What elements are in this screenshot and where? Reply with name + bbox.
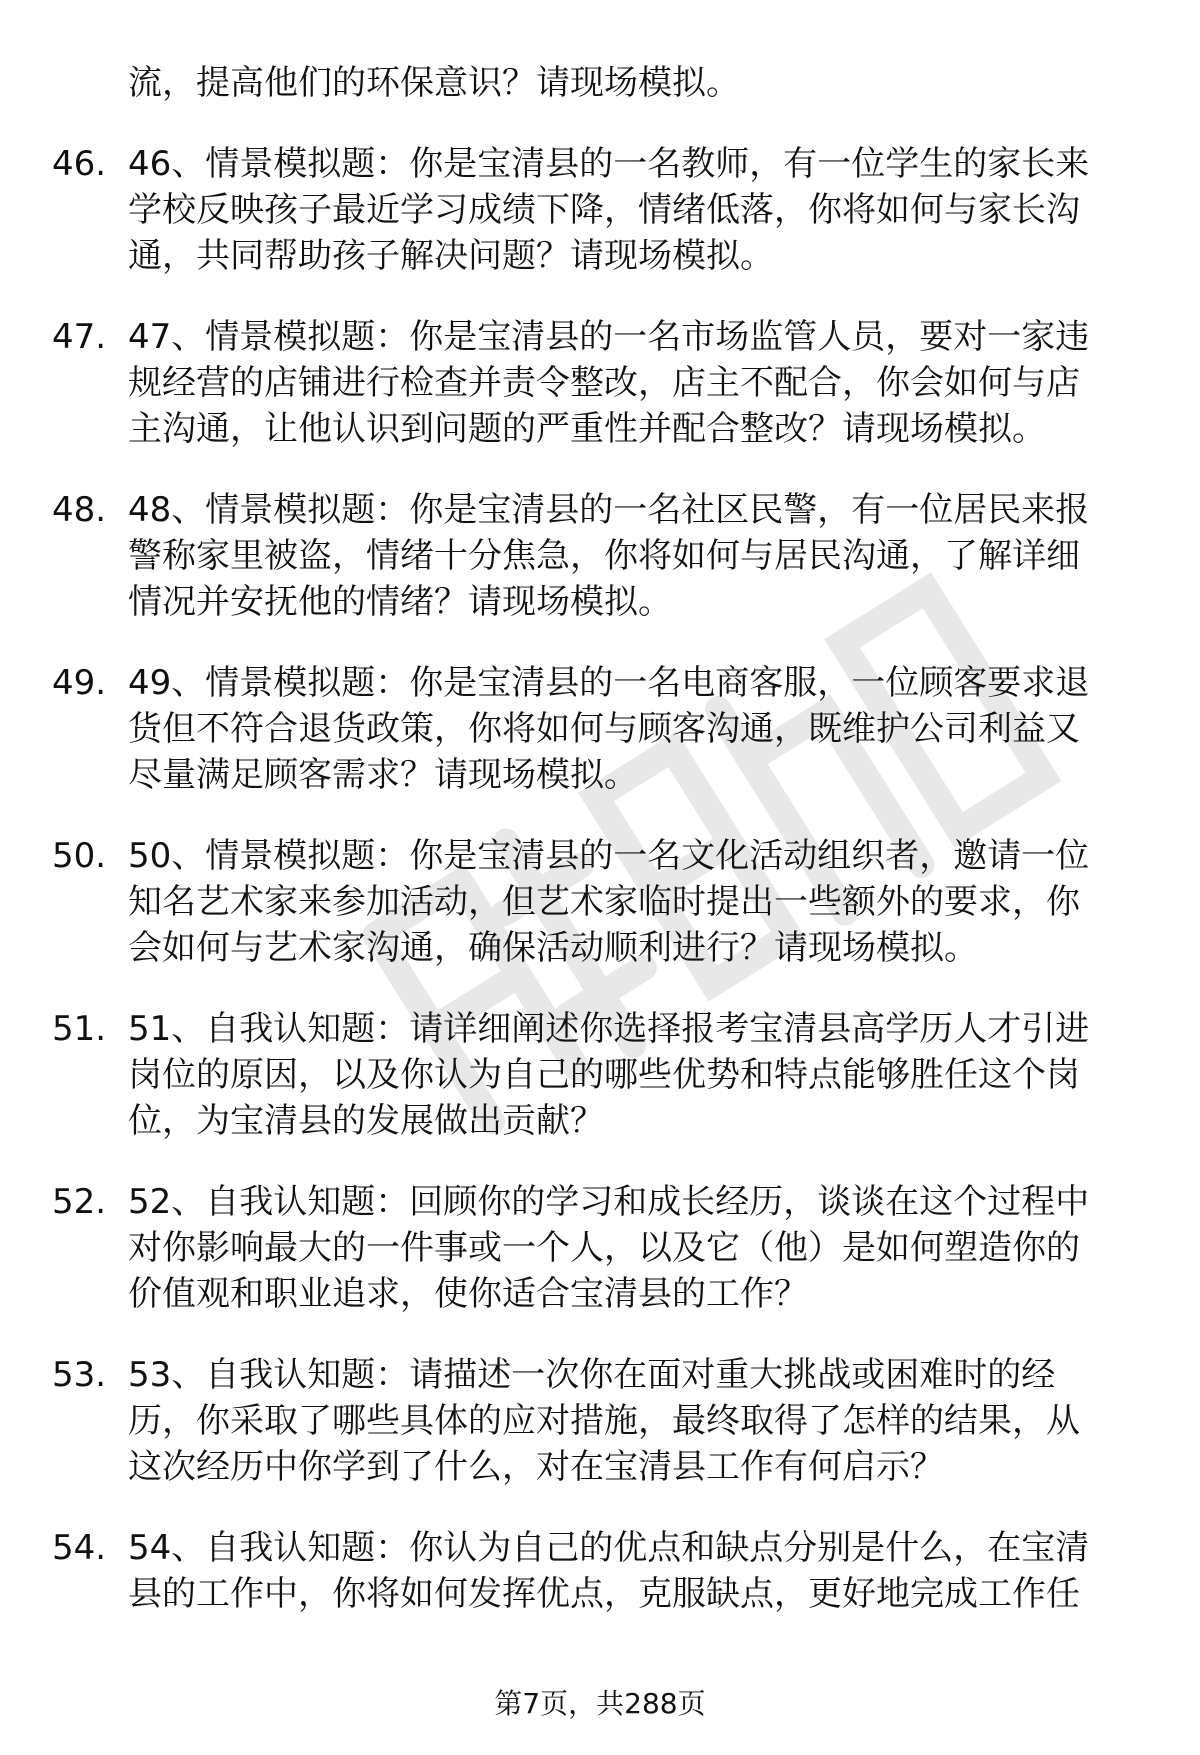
question-text-line: 县的工作中，你将如何发挥优点，克服缺点，更好地完成工作任 — [128, 1574, 1080, 1614]
question-text-line: 47、情景模拟题：你是宝清县的一名市场监管人员，要对一家违 — [128, 317, 1090, 357]
question-number: 46. — [52, 144, 107, 184]
question-item — [52, 833, 1152, 971]
question-number: 54. — [52, 1528, 107, 1568]
question-text-line: 50、情景模拟题：你是宝清县的一名文化活动组织者，邀请一位 — [128, 836, 1090, 876]
question-text-line: 52、自我认知题：回顾你的学习和成长经历，谈谈在这个过程中 — [128, 1182, 1090, 1222]
question-number: 49. — [52, 663, 107, 703]
question-list — [52, 141, 1152, 1617]
question-text-line: 对你影响最大的一件事或一个人，以及它（他）是如何塑造你的 — [128, 1228, 1080, 1268]
question-content — [52, 60, 1152, 1617]
question-text-line: 学校反映孩子最近学习成绩下降，情绪低落，你将如何与家长沟 — [128, 190, 1080, 230]
question-number: 50. — [52, 836, 107, 876]
question-text-line: 价值观和职业追求，使你适合宝清县的工作？ — [128, 1274, 808, 1314]
question-text-line: 通，共同帮助孩子解决问题？请现场模拟。 — [128, 236, 774, 276]
question-item — [52, 487, 1152, 625]
question-number: 48. — [52, 490, 107, 530]
question-text-line: 尽量满足顾客需求？请现场模拟。 — [128, 755, 638, 795]
question-text-line: 主沟通，让他认识到问题的严重性并配合整改？请现场模拟。 — [128, 409, 1046, 449]
page-footer: 第7页，共288页 — [494, 1687, 706, 1720]
question-item — [52, 314, 1152, 452]
question-number: 53. — [52, 1355, 107, 1395]
question-text-line: 知名艺术家来参加活动，但艺术家临时提出一些额外的要求，你 — [128, 882, 1080, 922]
question-text-line: 货但不符合退货政策，你将如何与顾客沟通，既维护公司利益又 — [128, 709, 1080, 749]
question-text-line: 51、自我认知题：请详细阐述你选择报考宝清县高学历人才引进 — [128, 1009, 1090, 1049]
continuation-text: 流，提高他们的环保意识？请现场模拟。 — [128, 63, 740, 103]
question-text-line: 48、情景模拟题：你是宝清县的一名社区民警，有一位居民来报 — [128, 490, 1090, 530]
question-item — [52, 1179, 1152, 1317]
question-text-line: 46、情景模拟题：你是宝清县的一名教师，有一位学生的家长来 — [128, 144, 1090, 184]
question-number: 52. — [52, 1182, 107, 1222]
question-number: 51. — [52, 1009, 107, 1049]
question-text-line: 规经营的店铺进行检查并责令整改，店主不配合，你会如何与店 — [128, 363, 1080, 403]
question-text-line: 54、自我认知题：你认为自己的优点和缺点分别是什么，在宝清 — [128, 1528, 1090, 1568]
question-number: 47. — [52, 317, 107, 357]
question-text-line: 会如何与艺术家沟通，确保活动顺利进行？请现场模拟。 — [128, 928, 978, 968]
question-item — [52, 1525, 1152, 1617]
question-item — [52, 141, 1152, 279]
question-text-line: 岗位的原因，以及你认为自己的哪些优势和特点能够胜任这个岗 — [128, 1055, 1080, 1095]
question-text-line: 53、自我认知题：请描述一次你在面对重大挑战或困难时的经 — [128, 1355, 1056, 1395]
question-item — [52, 660, 1152, 798]
question-text-line: 历，你采取了哪些具体的应对措施，最终取得了怎样的结果，从 — [128, 1401, 1080, 1441]
question-text-line: 情况并安抚他的情绪？请现场模拟。 — [128, 582, 672, 622]
question-item — [52, 1352, 1152, 1490]
question-text-line: 警称家里被盗，情绪十分焦急，你将如何与居民沟通，了解详细 — [128, 536, 1080, 576]
question-item — [52, 1006, 1152, 1144]
question-text-line: 49、情景模拟题：你是宝清县的一名电商客服，一位顾客要求退 — [128, 663, 1090, 703]
question-text-line: 位，为宝清县的发展做出贡献？ — [128, 1101, 604, 1141]
question-text-line: 这次经历中你学到了什么，对在宝清县工作有何启示？ — [128, 1447, 944, 1487]
